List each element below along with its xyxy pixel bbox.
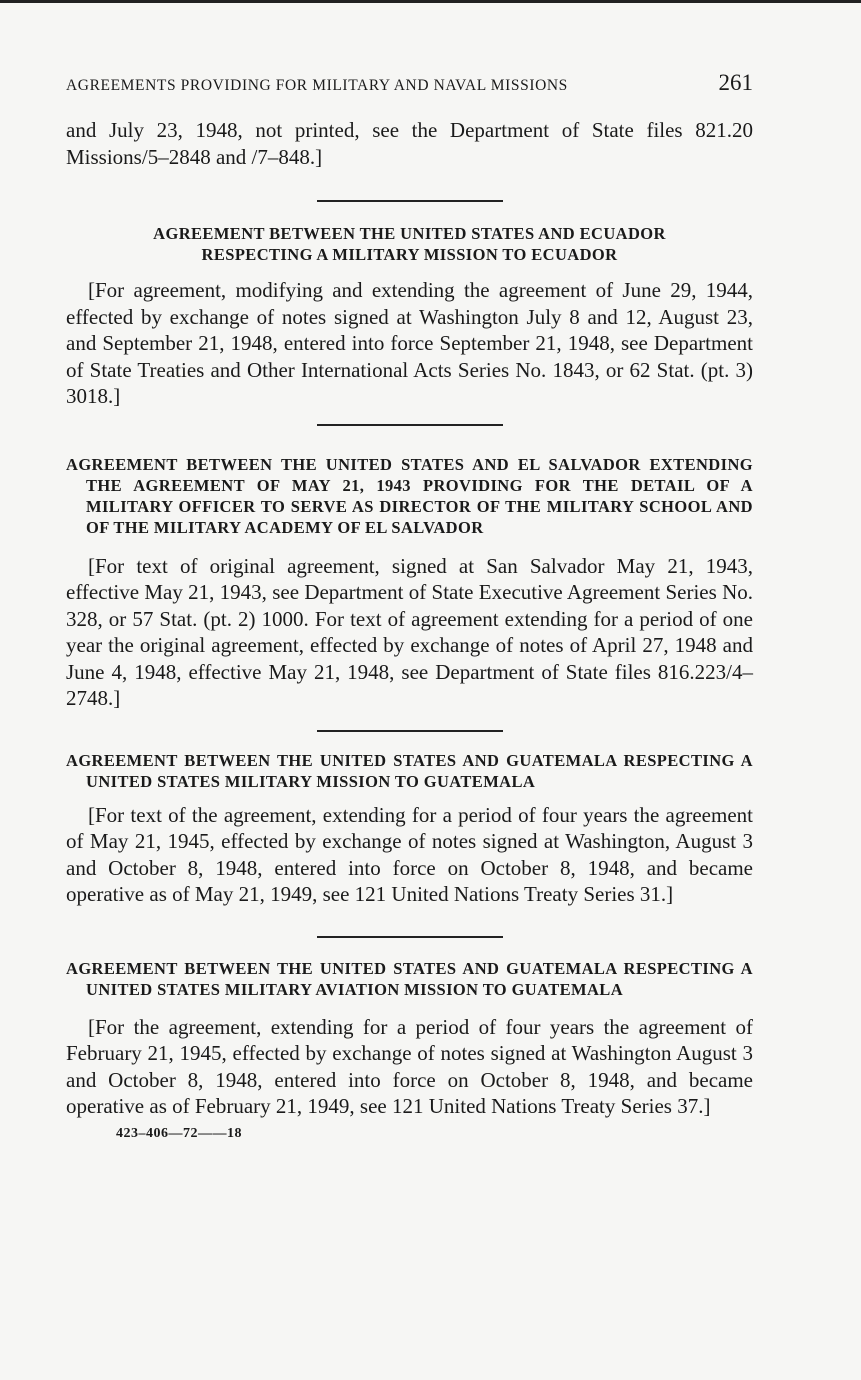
section-heading-ecuador: AGREEMENT BETWEEN THE UNITED STATES AND ECUADOR RESPECTING A MILITARY MISSION TO ECUADOR (153, 224, 666, 264)
document-page (66, 70, 753, 1142)
running-head (66, 70, 753, 104)
section-heading-guatemala-military: AGREEMENT BETWEEN THE UNITED STATES AND GUATEMALA RESPECTING A UNITED STATES MILITARY MISSION TO GUATEMALA (66, 750, 753, 791)
section-body-el-salvador: [For text of original agreement, signed at San Salvador May 21, 1943, effective May 21, 1943, see Department of State Executive Agreement Series No. 328, or 57 Stat. (pt. 2) 1000. For text of agreement extending for a period of one year the original agreement, effected by exchange of notes of April 27, 1948 and June 4, 1948, effective May 21, 1948, see Department of State files 816.223/4–2748.] (66, 553, 753, 710)
section-divider (317, 936, 503, 938)
continuation-paragraph: and July 23, 1948, not printed, see the Department of State files 821.20 Missions/5–2848 and /7–848.] (66, 118, 753, 169)
page-top-border (0, 0, 861, 3)
printer-signature: 423–406—72——18 (116, 1125, 242, 1141)
section-heading-el-salvador: AGREEMENT BETWEEN THE UNITED STATES AND EL SALVADOR EXTENDING THE AGREEMENT OF MAY 21, 1943 PROVIDING FOR THE DETAIL OF A MILITARY OFFICER TO SERVE AS DIRECTOR OF THE MILITARY SCHOOL AND OF THE MILITARY ACADEMY OF EL SALVADOR (66, 454, 753, 537)
running-head-title: AGREEMENTS PROVIDING FOR MILITARY AND NAVAL MISSIONS (66, 77, 568, 94)
section-divider (317, 730, 503, 732)
page-number: 261 (718, 70, 753, 95)
section-body-guatemala-military: [For text of the agreement, extending for a period of four years the agreement of May 21, 1945, effected by exchange of notes signed at Washington, August 3 and October 8, 1948, entered into force on October 8, 1948, and became operative as of May 21, 1949, see 121 United Nations Treaty Series 31.] (66, 802, 753, 906)
section-heading-guatemala-aviation: AGREEMENT BETWEEN THE UNITED STATES AND GUATEMALA RESPECTING A UNITED STATES MILITARY AVIATION MISSION TO GUATEMALA (66, 958, 753, 999)
section-body-ecuador: [For agreement, modifying and extending the agreement of June 29, 1944, effected by exchange of notes signed at Washington July 8 and 12, August 23, and September 21, 1948, entered into force September 21, 1948, see Department of State Treaties and Other International Acts Series No. 1843, or 62 Stat. (pt. 3) 3018.] (66, 278, 753, 408)
section-body-guatemala-aviation: [For the agreement, extending for a period of four years the agreement of February 21, 1945, effected by exchange of notes signed at Washington August 3 and October 8, 1948, entered into force on October 8, 1948, and became operative as of February 21, 1949, see 121 United Nations Treaty Series 37.] (66, 1014, 753, 1118)
section-divider (317, 424, 503, 426)
section-divider (317, 200, 503, 202)
